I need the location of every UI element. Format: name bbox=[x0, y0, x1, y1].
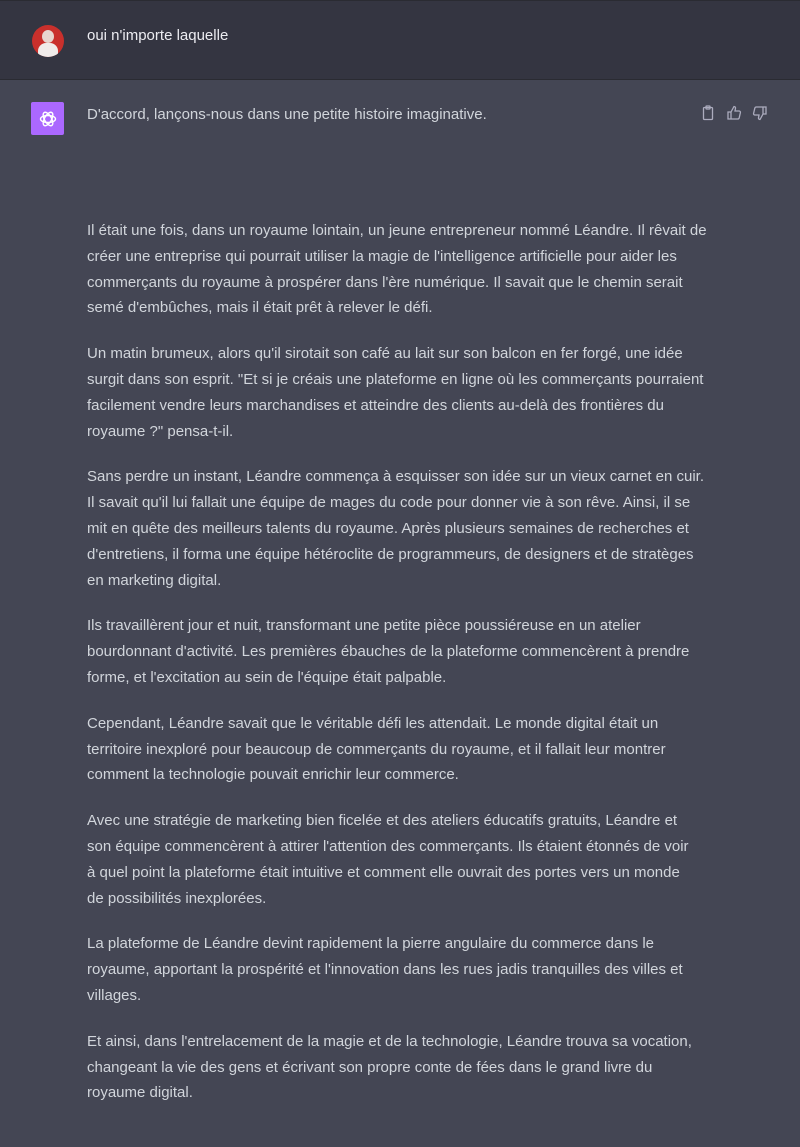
story-paragraph bbox=[87, 1029, 727, 1106]
story-line: Il savait qu'il lui fallait une équipe de mages du code pour donner vie à son rêve. Ainsi, il se bbox=[87, 494, 691, 512]
story-line: créer une entreprise qui pourrait utiliser la magie de l'intelligence artificielle pour aider les bbox=[87, 247, 677, 265]
story-line: d'entretiens, il forma une équipe hétéroclite de programmeurs, de designers et de stratèges bbox=[87, 545, 694, 563]
story-line: forme, et l'excitation au sein de l'équipe était palpable. bbox=[87, 668, 447, 686]
story-line: bourdonnant d'activité. Les premières ébauches de la plateforme commencèrent à prendre bbox=[87, 643, 690, 661]
story-line: commerçants du royaume à prospérer dans l'ère numérique. Il savait que le chemin serait bbox=[87, 273, 683, 291]
story-line: changeant la vie des gens et écrivant son propre conte de fées dans le grand livre du bbox=[87, 1058, 653, 1076]
story-line: Et ainsi, dans l'entrelacement de la magie et de la technologie, Léandre trouva sa vocation, bbox=[87, 1032, 692, 1050]
story-line: La plateforme de Léandre devint rapidement la pierre angulaire du commerce dans le bbox=[87, 935, 655, 953]
thumbs-down-icon[interactable] bbox=[752, 105, 768, 121]
story-line: Sans perdre un instant, Léandre commença à esquisser son idée sur un vieux carnet en cuir. bbox=[87, 468, 705, 486]
story-paragraph bbox=[87, 341, 727, 444]
story-line: Avec une stratégie de marketing bien ficelée et des ateliers éducatifs gratuits, Léandre et bbox=[87, 812, 678, 830]
story-line: à quel point la plateforme était intuitive et comment elle ouvrait des portes vers un monde bbox=[87, 863, 680, 881]
story-paragraph bbox=[87, 464, 727, 593]
story-line: surgit dans son esprit. "Et si je créais une plateforme en ligne où les commerçants pourraient bbox=[87, 370, 704, 388]
story-line: en marketing digital. bbox=[87, 571, 222, 589]
copy-icon[interactable] bbox=[700, 105, 716, 121]
story-line: royaume, apportant la prospérité et l'innovation dans les rues jadis tranquilles des villes et bbox=[87, 961, 683, 979]
story-line: Il était une fois, dans un royaume lointain, un jeune entrepreneur nommé Léandre. Il rêvait de bbox=[87, 222, 707, 239]
chatgpt-logo-icon bbox=[31, 102, 64, 135]
user-message-text: oui n'importe laquelle bbox=[87, 27, 229, 44]
story-line: Un matin brumeux, alors qu'il sirotait son café au lait sur son balcon en fer forgé, une idée bbox=[87, 345, 683, 363]
story-line: territoire inexploré pour beaucoup de commerçants du royaume, et il fallait leur montrer bbox=[87, 740, 666, 758]
thumbs-up-icon[interactable] bbox=[726, 105, 742, 121]
story-line: villages. bbox=[87, 986, 142, 1004]
story-line: Ils travaillèrent jour et nuit, transformant une petite pièce poussiéreuse en un atelier bbox=[87, 617, 641, 635]
story-line: comment la technologie pouvait enrichir leur commerce. bbox=[87, 766, 459, 784]
assistant-intro-text: D'accord, lançons-nous dans une petite histoire imaginative. bbox=[87, 106, 487, 123]
story-line: royaume digital. bbox=[87, 1084, 193, 1102]
story-line: mit en quête des meilleurs talents du royaume. Après plusieurs semaines de recherches et bbox=[87, 519, 689, 537]
story-line: son équipe commencèrent à attirer l'attention des commerçants. Ils étaient étonnés de voir bbox=[87, 837, 689, 855]
story-line: facilement vendre leurs marchandises et atteindre des clients au-delà des frontières du bbox=[87, 396, 664, 414]
story-line: royaume ?" pensa-t-il. bbox=[87, 422, 234, 440]
story-paragraph bbox=[87, 613, 727, 690]
story-paragraph bbox=[87, 808, 727, 911]
story-paragraph bbox=[87, 218, 727, 321]
story-paragraph bbox=[87, 711, 727, 788]
story-line: semé d'embûches, mais il était prêt à relever le défi. bbox=[87, 299, 433, 317]
story-line: de possibilités inexplorées. bbox=[87, 889, 267, 907]
user-message bbox=[0, 0, 800, 80]
story-text bbox=[87, 218, 727, 1126]
story-line: Cependant, Léandre savait que le véritable défi les attendait. Le monde digital était un bbox=[87, 714, 659, 732]
user-avatar bbox=[32, 25, 64, 57]
story-paragraph bbox=[87, 931, 727, 1008]
message-actions bbox=[700, 105, 768, 121]
